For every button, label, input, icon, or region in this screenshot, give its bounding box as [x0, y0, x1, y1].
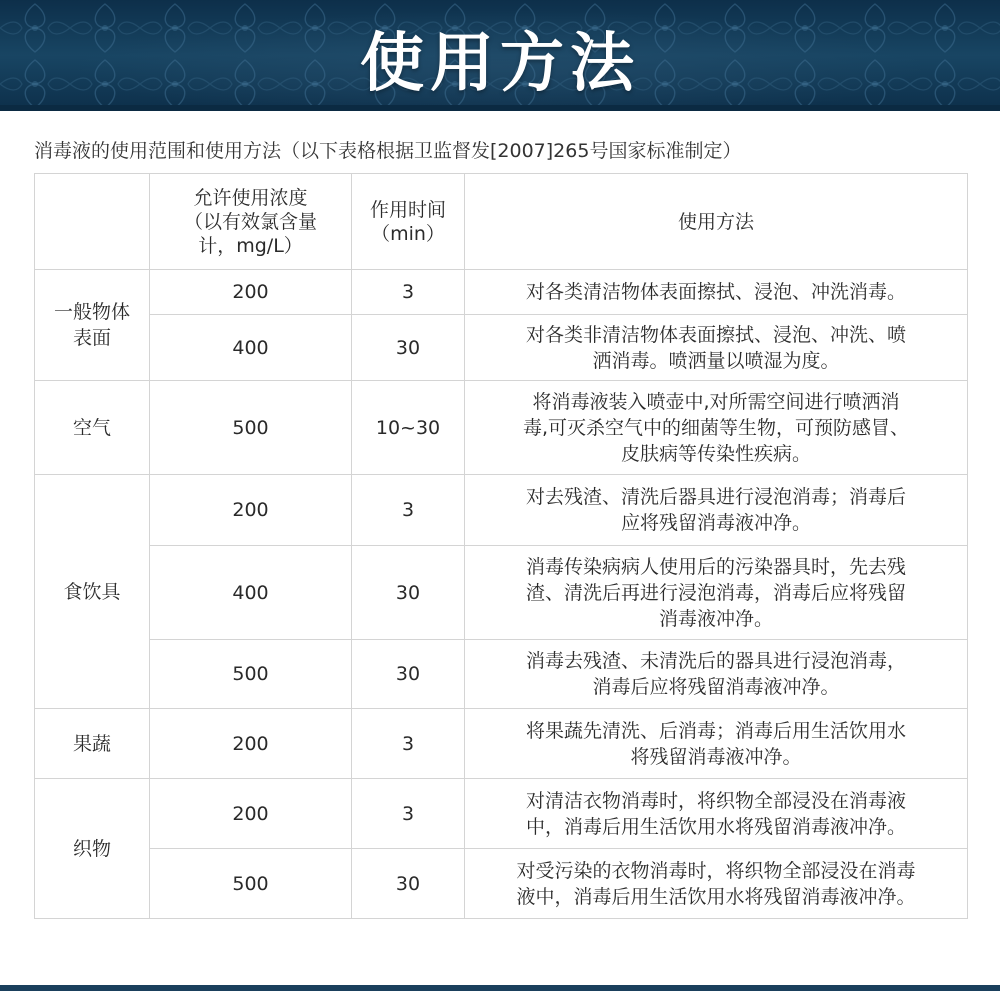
time-cell: 30	[352, 546, 465, 640]
method-line: 消毒液冲净。	[658, 607, 773, 630]
method-line: 消毒后应将残留消毒液冲净。	[592, 676, 840, 698]
time-cell: 3	[352, 709, 465, 779]
category-cell	[35, 475, 150, 709]
table-row	[35, 475, 968, 546]
table-row	[35, 315, 968, 381]
page-title: 使用方法	[360, 27, 640, 101]
category-line: 织物	[72, 837, 111, 860]
category-cell	[35, 779, 150, 919]
header-concentration-line: 允许使用浓度	[193, 186, 308, 209]
method-line: 洒消毒。喷洒量以喷湿为度。	[592, 349, 840, 372]
header-time	[352, 174, 465, 270]
concentration-cell: 200	[150, 779, 352, 849]
category-line: 果蔬	[72, 732, 111, 755]
method-line: 中，消毒后用生活饮用水将残留消毒液冲净。	[525, 815, 906, 838]
table-row	[35, 709, 968, 779]
header-category	[35, 174, 150, 270]
method-line: 消毒传染病病人使用后的污染器具时，先去残	[525, 555, 906, 578]
method-line: 对去残渣、清洗后器具进行浸泡消毒；消毒后	[525, 486, 906, 508]
table-row	[35, 849, 968, 919]
header-concentration-line: 计，mg/L）	[198, 234, 303, 257]
concentration-cell: 400	[150, 315, 352, 381]
method-cell	[465, 546, 968, 640]
category-line: 表面	[72, 327, 111, 349]
method-cell	[465, 381, 968, 475]
concentration-cell: 500	[150, 640, 352, 709]
method-line: 对各类非清洁物体表面擦拭、浸泡、冲洗、喷	[525, 323, 906, 346]
time-cell: 3	[352, 779, 465, 849]
method-cell	[465, 849, 968, 919]
time-cell: 3	[352, 475, 465, 546]
method-line: 皮肤病等传染性疾病。	[620, 442, 811, 465]
concentration-cell: 400	[150, 546, 352, 640]
usage-table	[34, 173, 968, 919]
time-cell: 3	[352, 270, 465, 315]
method-line: 对各类清洁物体表面擦拭、浸泡、冲洗消毒。	[525, 281, 906, 303]
method-line: 渣、清洗后再进行浸泡消毒，消毒后应将残留	[525, 581, 906, 604]
table-row	[35, 546, 968, 640]
header-time-line: 作用时间	[369, 198, 446, 221]
time-cell: 30	[352, 849, 465, 919]
table-header-row	[35, 174, 968, 270]
method-line: 应将残留消毒液冲净。	[620, 512, 811, 534]
method-cell	[465, 709, 968, 779]
category-cell	[35, 709, 150, 779]
table-row	[35, 381, 968, 475]
header-method: 使用方法	[465, 174, 968, 270]
method-line: 消毒去残渣、未清洗后的器具进行浸泡消毒，	[525, 650, 906, 672]
table-row	[35, 640, 968, 709]
header-concentration-line: （以有效氯含量	[183, 210, 317, 233]
concentration-cell: 200	[150, 709, 352, 779]
concentration-cell: 500	[150, 849, 352, 919]
concentration-cell: 200	[150, 475, 352, 546]
method-cell	[465, 315, 968, 381]
concentration-cell: 200	[150, 270, 352, 315]
method-line: 将消毒液装入喷壶中,对所需空间进行喷洒消	[532, 390, 900, 413]
time-cell: 30	[352, 640, 465, 709]
category-cell	[35, 270, 150, 381]
method-cell	[465, 270, 968, 315]
method-cell	[465, 779, 968, 849]
method-cell	[465, 475, 968, 546]
category-cell	[35, 381, 150, 475]
method-line: 液中，消毒后用生活饮用水将残留消毒液冲净。	[516, 885, 916, 908]
category-line: 食饮具	[63, 580, 121, 603]
method-cell	[465, 640, 968, 709]
method-line: 将果蔬先清洗、后消毒；消毒后用生活饮用水	[525, 719, 906, 742]
header-concentration	[150, 174, 352, 270]
table-row	[35, 270, 968, 315]
concentration-cell: 500	[150, 381, 352, 475]
time-cell: 10~30	[352, 381, 465, 475]
method-line: 对清洁衣物消毒时，将织物全部浸没在消毒液	[525, 789, 906, 812]
table-row	[35, 779, 968, 849]
category-line: 空气	[72, 416, 111, 439]
time-cell: 30	[352, 315, 465, 381]
table-caption: 消毒液的使用范围和使用方法（以下表格根据卫监督发[2007]265号国家标准制定）	[34, 140, 742, 162]
header-banner	[0, 0, 1000, 111]
footer-divider	[0, 985, 1000, 991]
method-line: 将残留消毒液冲净。	[630, 745, 802, 768]
header-time-line: （min）	[371, 222, 445, 245]
category-line: 一般物体	[53, 301, 130, 323]
method-line: 对受污染的衣物消毒时，将织物全部浸没在消毒	[516, 859, 916, 882]
method-line: 毒,可灭杀空气中的细菌等生物，可预防感冒、	[522, 416, 910, 439]
